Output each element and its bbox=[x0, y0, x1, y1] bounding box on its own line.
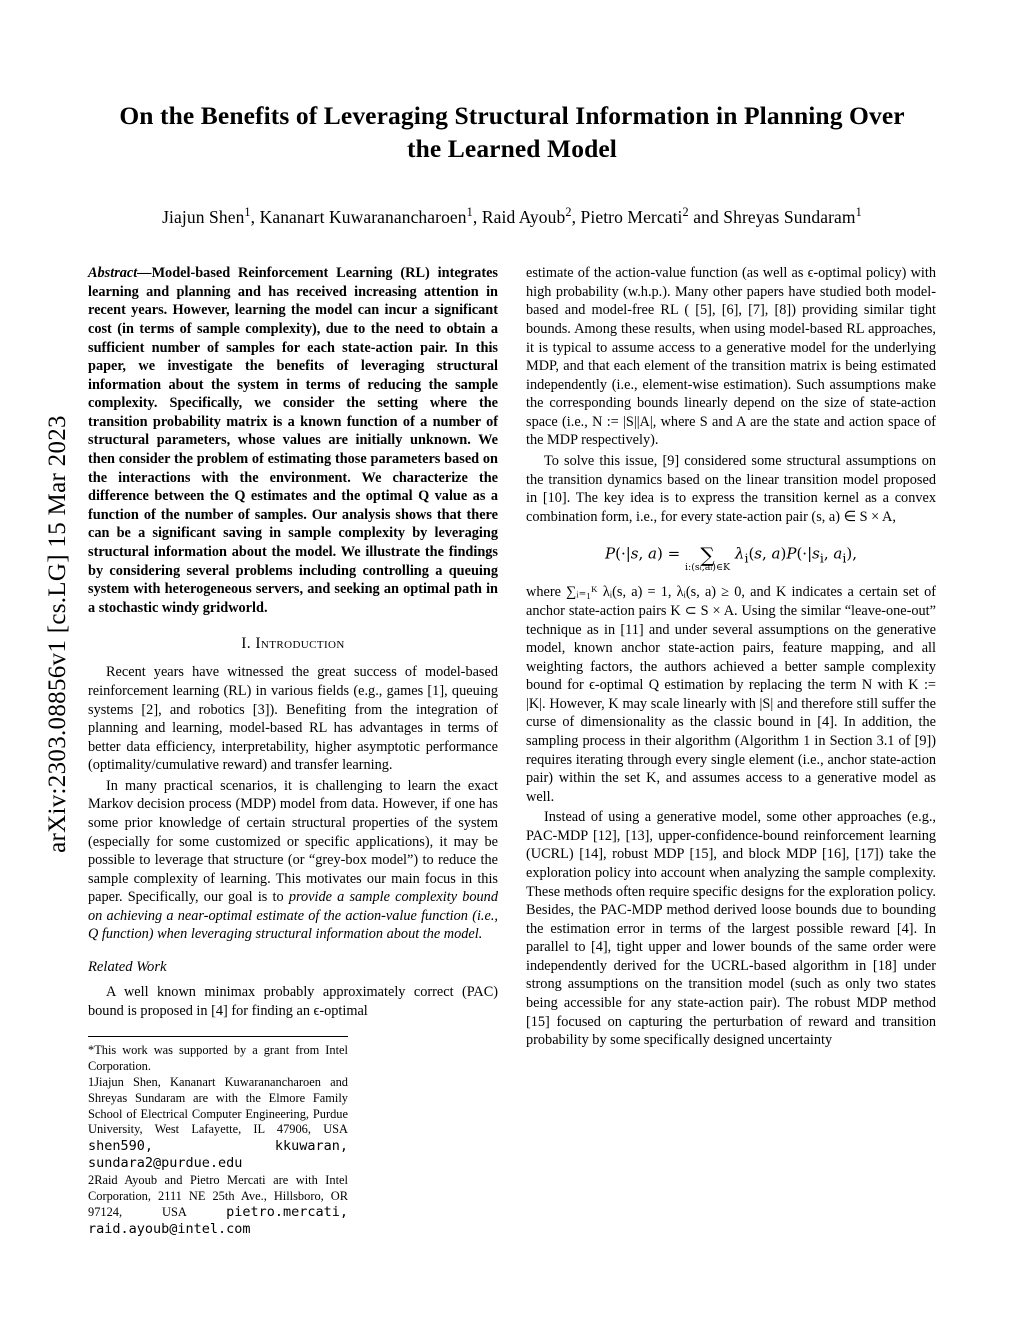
two-column-body bbox=[88, 264, 936, 1238]
intro-paragraph-2 bbox=[88, 777, 498, 944]
right-column bbox=[526, 264, 936, 1238]
right-paragraph-1: estimate of the action-value function (as well as ϵ-optimal policy) with high probability (w.h.p.). Many other papers have studied both model-based and model-free RL ( [5], [6], [7], [8]) providing similar tight bounds. Among these results, when using model-based RL approaches, it is typical to assume access to a generative model for the underlying MDP, and that each element of the transition matrix is being estimated independently (i.e., element-wise estimation). Such assumptions make the corresponding bounds linearly depend on the size of state-action space (i.e., N := |S||A|, where S and A are the state and action space of the MDP respectively). bbox=[526, 265, 936, 449]
author-affiliation-marker: 1 bbox=[466, 205, 473, 220]
right-paragraph-2: To solve this issue, [9] considered some structural assumptions on the transition dynamics based on the linear transition model proposed in [10]. The key idea is to express the transition kernel as a convex combination form, i.e., for every state-action pair (s, a) ∈ S × A, bbox=[526, 453, 936, 525]
page-title: On the Benefits of Leveraging Structural Information in Planning Over the Learned Model bbox=[119, 101, 905, 163]
arxiv-stamp: arXiv:2303.08856v1 [cs.LG] 15 Mar 2023 bbox=[44, 415, 71, 853]
intro-paragraph-2-text: In many practical scenarios, it is challenging to learn the exact Markov decision process (MDP) model from data. However, if one has some prior knowledge of certain structural properties of the system (especially for some customized or specific applications), it may be possible to leverage that structure (or “grey-box model”) to reduce the sample complexity of learning. This motivates our main focus in this paper. Specifically, our goal is to bbox=[88, 777, 498, 906]
abstract-block bbox=[88, 264, 498, 617]
footnote-1 bbox=[88, 1075, 348, 1172]
author-list: Jiajun Shen$^1$, Kananart Kuwaranancharoen$^1$, Raid Ayoub$^2$, Pietro Mercati$^2$ and Shreyas Sundaram$^1$ bbox=[162, 205, 862, 228]
footnote-1-text: 1Jiajun Shen, Kananart Kuwaranancharoen and Shreyas Sundaram are with the Elmore Family School of Electrical Computer Engineering, Purdue University, West Lafayette, IL 47906, USA bbox=[88, 1075, 348, 1137]
author-affiliation-marker: 2 bbox=[682, 205, 689, 220]
intro-paragraph-2-italic: provide a sample complexity bound on achieving a near-optimal estimate of the action-value function (i.e., Q function) when leveraging structural information about the model. bbox=[88, 889, 498, 943]
equation-transition-kernel: P(·|s, a) = ∑ i:(sᵢ,aᵢ)∈K $\lambda_i(s$, $a)P(\cdot|s_i$, $a_i$), bbox=[526, 537, 936, 572]
right-paragraph-3: where ∑ᵢ₌₁ᴷ λᵢ(s, a) = 1, λᵢ(s, a) ≥ 0, and K indicates a certain set of anchor state-action pairs K ⊂ S × A. Using the similar “leave-one-out” technique as in [11] and under several assumptions on the generative model, known anchor state-action pairs, feature mapping, and all weighting factors, the authors achieved a better sample complexity bound for ϵ-optimal Q estimation by replacing the term N with K := |K|. However, K may scale linearly with |S| and therefore still suffer the curse of dimensionality as the classic bound in [4]. In addition, the sampling process in their algorithm (Algorithm 1 in Section 3.1 of [9]) requires iterating through every single element (i.e., anchor state-action pair) within the set K, and assumes access to a generative model as well. bbox=[526, 584, 936, 805]
section-heading-introduction: I. Introduction bbox=[241, 635, 345, 653]
abstract-text: Model-based Reinforcement Learning (RL) integrates learning and planning and has received increasing attention in recent years. However, learning the model can incur a significant cost (in terms of sample complexity), due to the need to obtain a sufficient number of samples for each state-action pair. In this paper, we investigate the benefits of leveraging structural information about the system in terms of reducing the sample complexity. Specifically, we consider the setting where the transition probability matrix is a known function of a number of structural parameters, whose values are initially unknown. We then consider the problem of estimating those parameters based on the interactions with the environment. We characterize the difference between the Q estimates and the optimal Q value as a function of the number of samples. Our analysis shows that there can be a significant saving in sample complexity by leveraging structural information about the model. We illustrate the findings by considering several problems including controlling a queuing system with heterogeneous servers, and seeking an optimal path in a stochastic windy gridworld. bbox=[88, 265, 498, 616]
footnote-star: *This work was supported by a grant from Intel Corporation. bbox=[88, 1043, 348, 1073]
related-work-text: A well known minimax probably approximately correct (PAC) bound is proposed in [4] for finding an ϵ-optimal bbox=[88, 984, 498, 1019]
footnote-block bbox=[88, 1036, 348, 1238]
left-column bbox=[88, 264, 498, 1238]
footnote-1-emails: shen590, kkuwaran, sundara2@purdue.edu bbox=[88, 1137, 348, 1171]
related-work-paragraph bbox=[88, 983, 498, 1020]
equation-summation: ∑ i:(sᵢ,aᵢ)∈K bbox=[684, 542, 731, 573]
subsection-heading-related-work: Related Work bbox=[88, 959, 167, 976]
paper-content bbox=[88, 100, 936, 1238]
intro-paragraph-1: Recent years have witnessed the great success of model-based reinforcement learning (RL) in various fields (e.g., games [1], queuing systems [2], and robotics [3]). Benefiting from the integration of planning and learning, model-based RL has advantages in terms of better data efficiency, interpretability, higher asymptotic performance (optimality/cumulative reward) and transfer learning. bbox=[88, 664, 498, 774]
right-paragraph-4: Instead of using a generative model, some other approaches (e.g., PAC-MDP [12], [13], upper-confidence-bound reinforcement learning (UCRL) [14], robust MDP [15], and block MDP [16], [17]) take the exploration policy into account when analyzing the sample complexity. These methods often require specific designs for the exploration policy. Besides, the PAC-MDP method derived loose bounds due to bounding the estimation error in terms of the largest possible reward [4]. In parallel to [4], tight upper and lower bounds of the same order were independently derived for the UCRL-based algorithm in [18] under strong assumptions on the transition model (such as only two states being accessible for any state-action pair). The robust MDP method [15] focused on capturing the perturbation of reward and transition probability by some specifically designed uncertainty bbox=[526, 809, 936, 1049]
footnote-2-text: 2Raid Ayoub and Pietro Mercati are with Intel Corporation, 2111 NE 25th Ave., Hillsboro, OR 97124, USA bbox=[88, 1172, 348, 1220]
footnote-2-emails: pietro.mercati, raid.ayoub@intel.com bbox=[88, 1204, 348, 1238]
footnote-2 bbox=[88, 1173, 348, 1238]
author-affiliation-marker: 1 bbox=[244, 205, 251, 220]
abstract-label: Abstract— bbox=[88, 265, 152, 282]
equation-summation-subscript: i:(sᵢ,aᵢ)∈K bbox=[684, 561, 731, 573]
author-affiliation-marker: 1 bbox=[855, 205, 862, 220]
author-affiliation-marker: 2 bbox=[565, 205, 572, 220]
